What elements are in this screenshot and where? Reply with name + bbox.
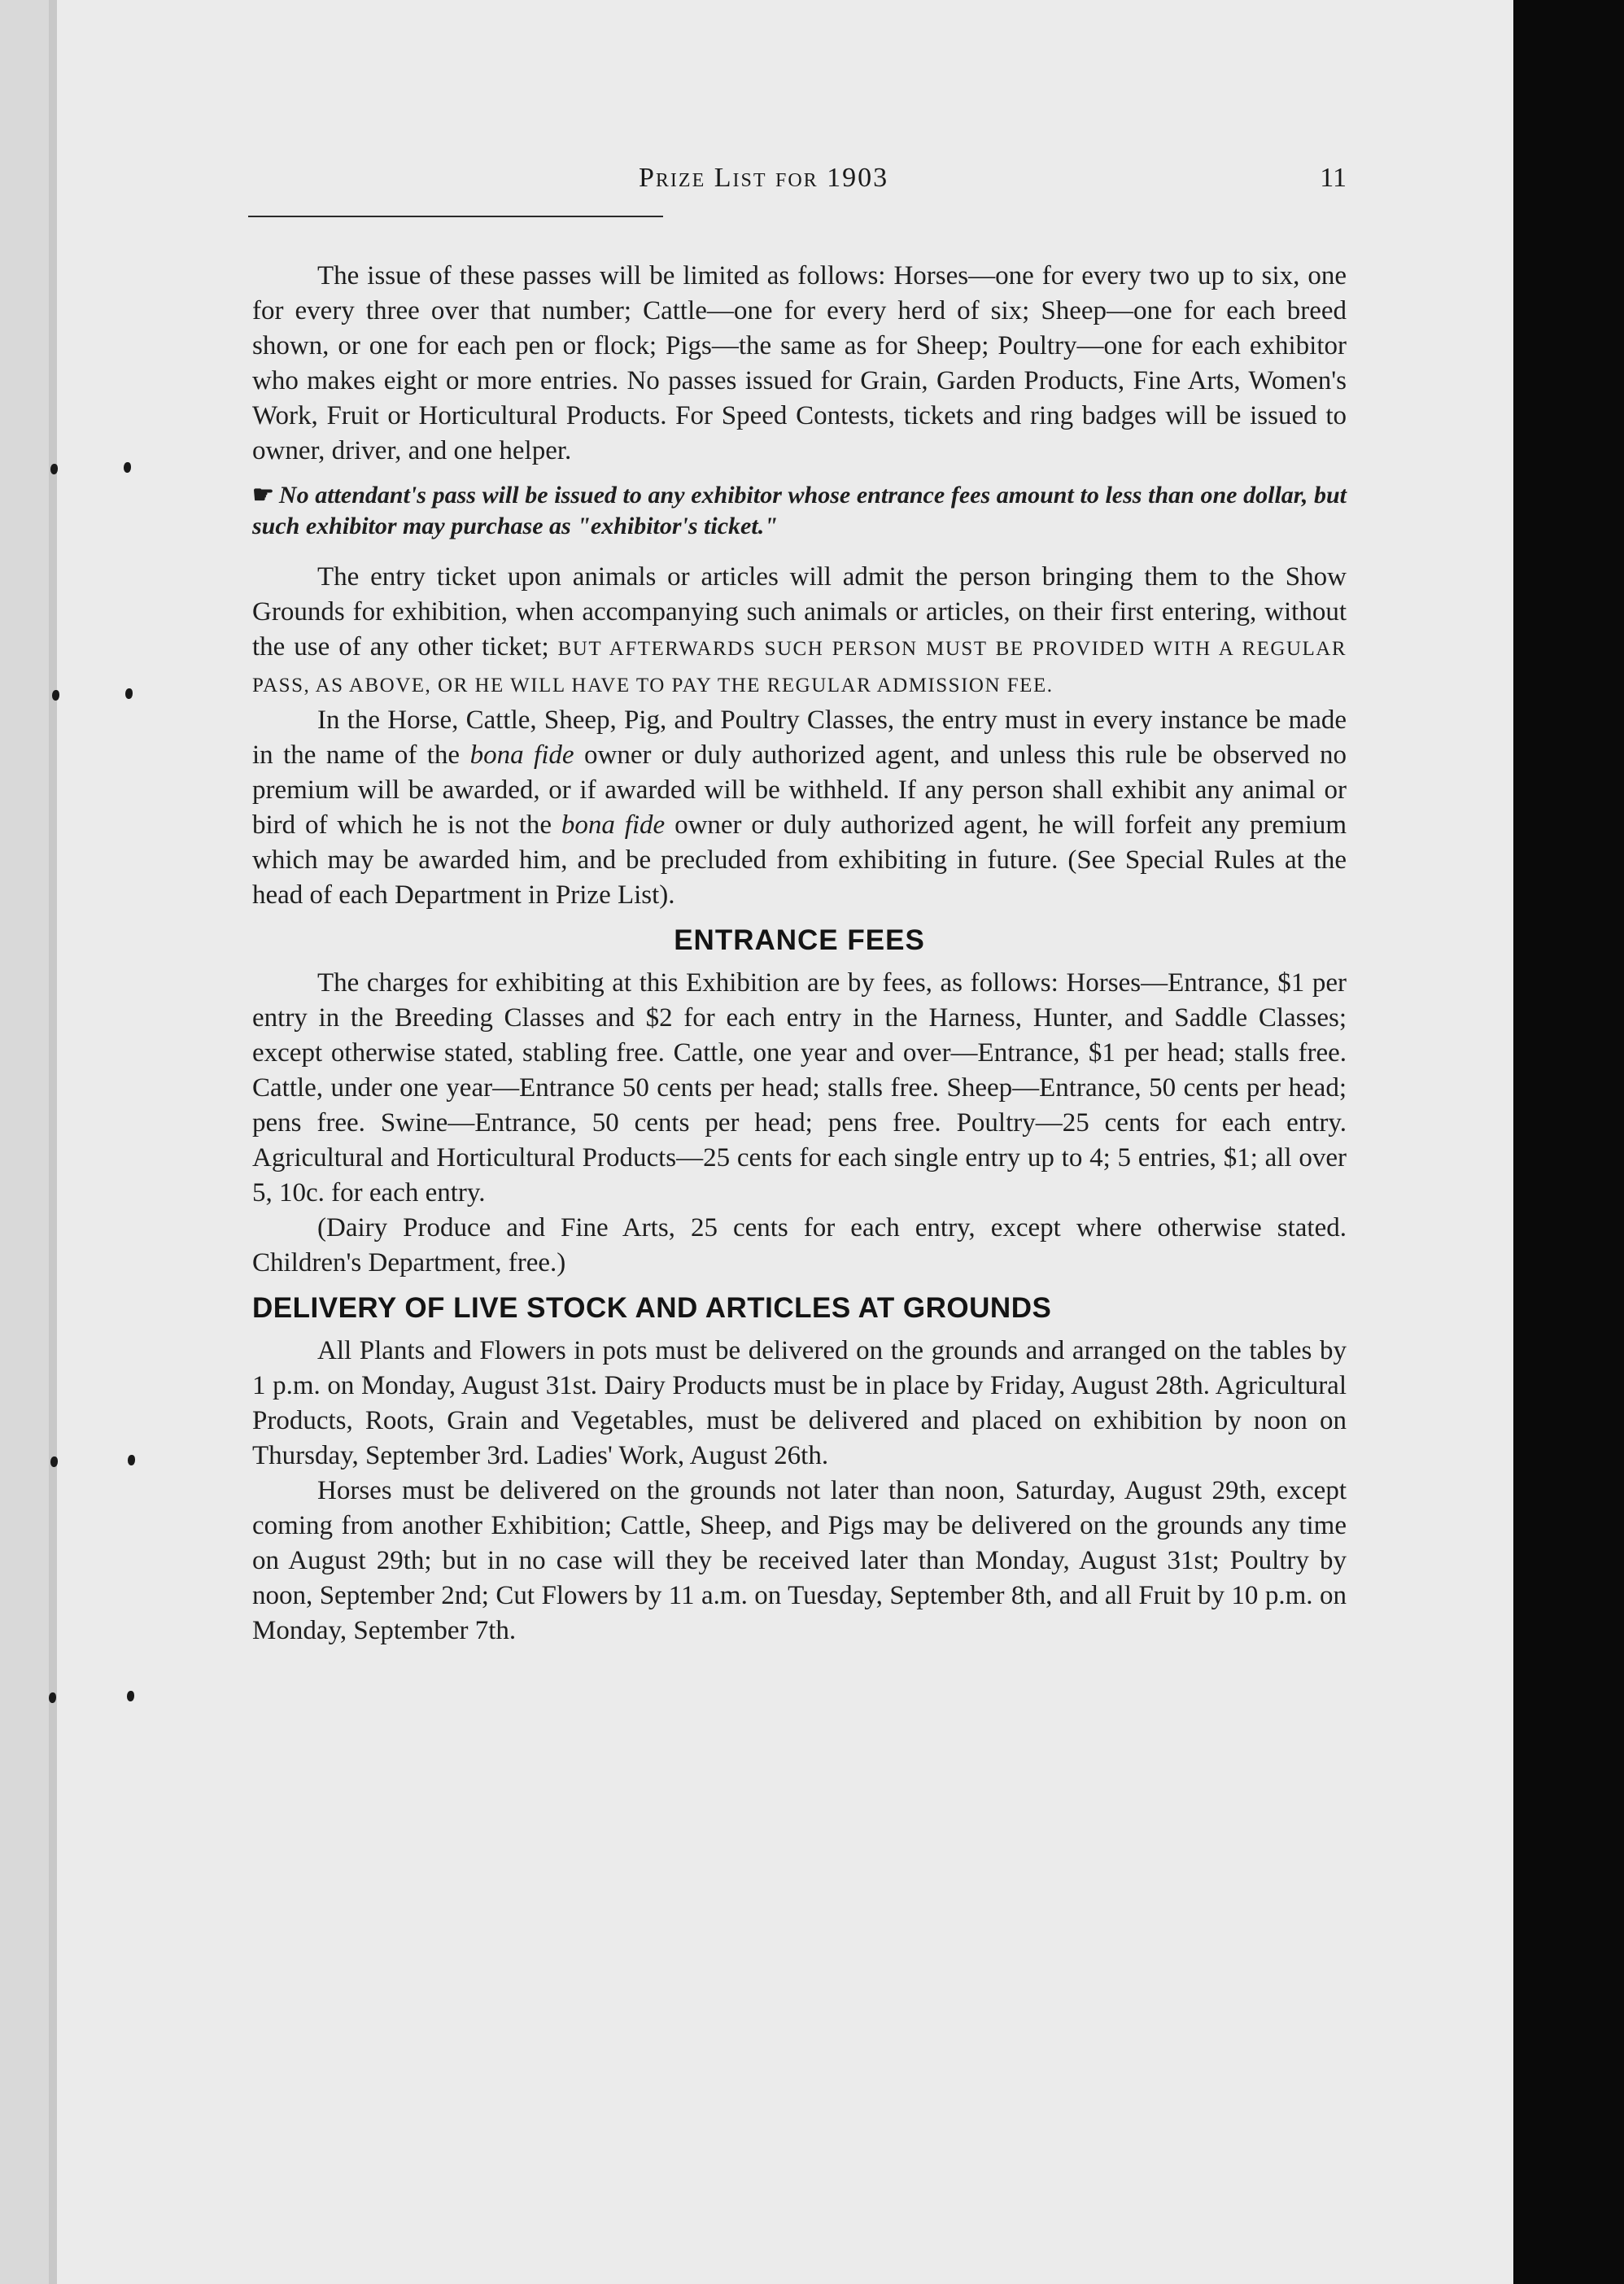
- scan-left-edge: [0, 0, 49, 2284]
- ownership-text-b: owner or duly authorized agent, and unless this rule be observed no premium will be awarded, or if awarded will be withheld. If any person shall exhibit any animal or bird of which he is not the: [252, 740, 1347, 840]
- ownership-text-c: owner or duly authorized agent, he will forfeit any premium which may be awarded him, and be precluded from exhibiting in future. (See Special Rules at the head of each Department in Prize List).: [252, 810, 1347, 910]
- delivery-heading: DELIVERY OF LIVE STOCK AND ARTICLES AT GROUNDS: [252, 1292, 1052, 1324]
- page-body: [252, 259, 1347, 1649]
- entry-ticket-text: The entry ticket upon animals or articles will admit the person bringing them to the Show Grounds for exhibition, when accompanying such animals or articles, on their first entering, without the use of any other ticket;: [252, 562, 1347, 662]
- entry-ownership-paragraph: [252, 703, 1347, 913]
- entrance-fees-heading: ENTRANCE FEES: [674, 924, 925, 956]
- running-title: Prize List for 1903: [639, 163, 889, 193]
- entry-ticket-paragraph: [252, 560, 1347, 703]
- ownership-italic-1: bona fide: [469, 740, 574, 770]
- ownership-text-a: In the Horse, Cattle, Sheep, Pig, and Poultry Classes, the entry must in every instance be made in the name of the: [252, 705, 1347, 770]
- running-header: [252, 163, 1347, 212]
- entrance-fees-exceptions: (Dairy Produce and Fine Arts, 25 cents for each entry, except where otherwise stated. Children's Department, free.): [252, 1213, 1347, 1277]
- passes-paragraph: The issue of these passes will be limited as follows: Horses—one for every two up to six, one for every three over that number; Cattle—one for every herd of six; Sheep—one for each breed shown, or one for each pen or flock; Pigs—the same as for Sheep; Poultry—one for each exhibitor who makes eight or more entries. No passes issued for Grain, Garden Products, Fine Arts, Women's Work, Fruit or Horticultural Products. For Speed Contests, tickets and ring badges will be issued to owner, driver, and one helper.: [252, 261, 1347, 465]
- attendant-pass-note: [252, 480, 1347, 542]
- page-number: 11: [1320, 163, 1347, 193]
- delivery-livestock-paragraph: Horses must be delivered on the grounds not later than noon, Saturday, August 29th, except coming from another Exhibition; Cattle, Sheep, and Pigs may be delivered on the grounds any time on August 29th; but in no case will they be received later than Monday, August 31st; Poultry by noon, September 2nd; Cut Flowers by 11 a.m. on Tuesday, September 8th, and all Fruit by 10 p.m. on Monday, September 7th.: [252, 1476, 1347, 1645]
- binding-gutter-marks: [50, 439, 148, 1823]
- pointing-hand-icon: ☛: [252, 482, 274, 509]
- entrance-fees-paragraph: The charges for exhibiting at this Exhibition are by fees, as follows: Horses—Entrance, $1 per entry in the Breeding Classes and $2 for each entry in the Harness, Hunter, and Saddle Classes; except otherwise stated, stabling free. Cattle, one year and over—Entrance, $1 per head; stalls free. Cattle, under one year—Entrance 50 cents per head; stalls free. Sheep—Entrance, 50 cents per head; pens free. Swine—Entrance, 50 cents per head; pens free. Poultry—25 cents for each entry. Agricultural and Horticultural Products—25 cents for each single entry up to 4; 5 entries, $1; all over 5, 10c. for each entry.: [252, 968, 1347, 1208]
- delivery-plants-paragraph: All Plants and Flowers in pots must be delivered on the grounds and arranged on the tables by 1 p.m. on Monday, August 31st. Dairy Products must be in place by Friday, August 28th. Agricultural Products, Roots, Grain and Vegetables, must be delivered and placed on exhibition by noon on Thursday, September 3rd. Ladies' Work, August 26th.: [252, 1336, 1347, 1470]
- ownership-italic-2: bona fide: [561, 810, 666, 840]
- entry-ticket-caps-text: BUT AFTERWARDS SUCH PERSON MUST BE PROVIDED WITH A REGULAR PASS, AS ABOVE, OR HE WILL HAVE TO PAY THE REGULAR ADMISSION FEE.: [252, 638, 1347, 697]
- attendant-pass-note-text: No attendant's pass will be issued to any exhibitor whose entrance fees amount to less than one dollar, but such exhibitor may purchase as "exhibitor's ticket.": [252, 482, 1347, 539]
- header-rule: [248, 216, 663, 217]
